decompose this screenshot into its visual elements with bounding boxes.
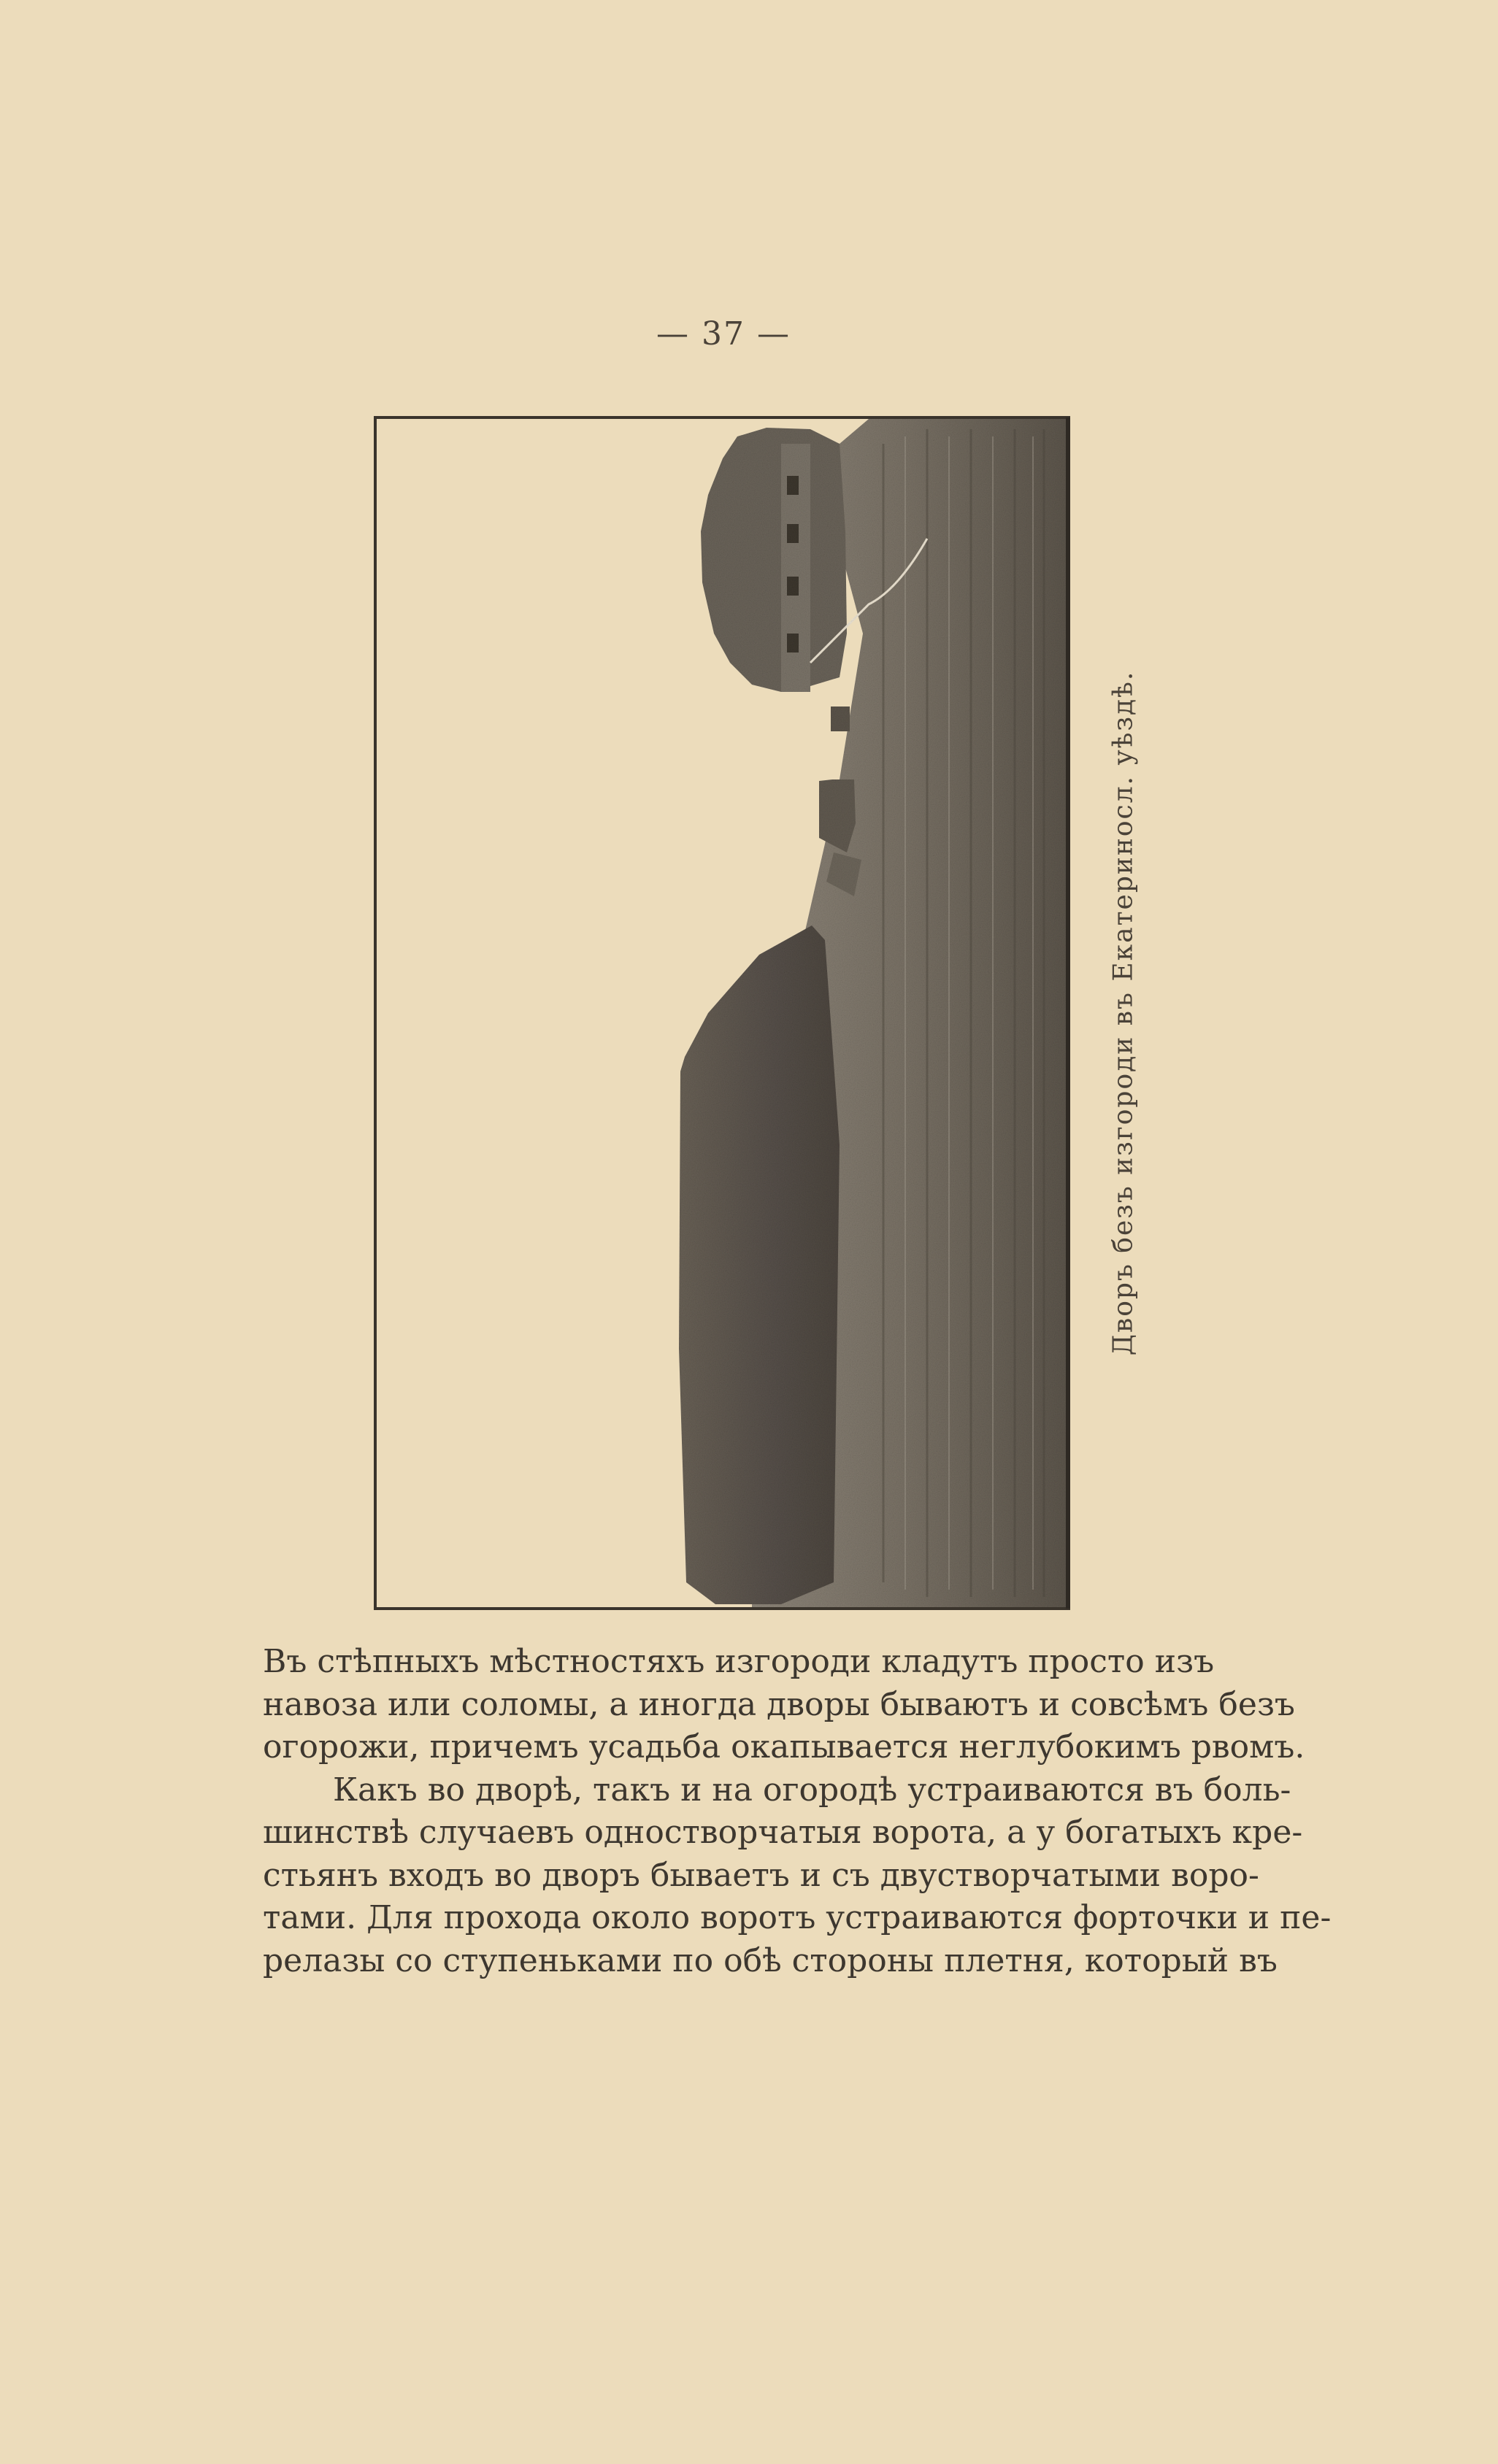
- text-line: Въ стѣпныхъ мѣстностяхъ изгороди кладутъ просто изъ: [263, 1643, 1215, 1680]
- text-line: тами. Для прохода около воротъ устраиваются форточки и пе-: [263, 1899, 1332, 1936]
- page-number: — 37 —: [656, 315, 791, 353]
- body-paragraphs: [263, 1641, 1332, 1982]
- text-line: релазы со ступеньками по обѣ стороны плетня, который въ: [263, 1941, 1278, 1979]
- text-line: стьянъ входъ во дворъ бываетъ и съ двустворчатыми воро-: [263, 1856, 1259, 1894]
- figure-plate: [372, 415, 1075, 1612]
- text-line: огорожи, причемъ усадьба окапывается неглубокимъ рвомъ.: [263, 1728, 1305, 1766]
- figure-caption-wrap: [1108, 670, 1139, 1356]
- figure-caption: Дворъ безъ изгороди въ Екатериносл. уѣздѣ.: [1108, 670, 1139, 1356]
- text-line: шинствѣ случаевъ одностворчатыя ворота, а у богатыхъ кре-: [263, 1814, 1303, 1851]
- photograph-courtyard: [372, 415, 1075, 1612]
- text-line: Какъ во дворѣ, такъ и на огородѣ устраиваются въ боль-: [333, 1771, 1291, 1809]
- text-line: навоза или соломы, а иногда дворы бываютъ и совсѣмъ безъ: [263, 1685, 1295, 1723]
